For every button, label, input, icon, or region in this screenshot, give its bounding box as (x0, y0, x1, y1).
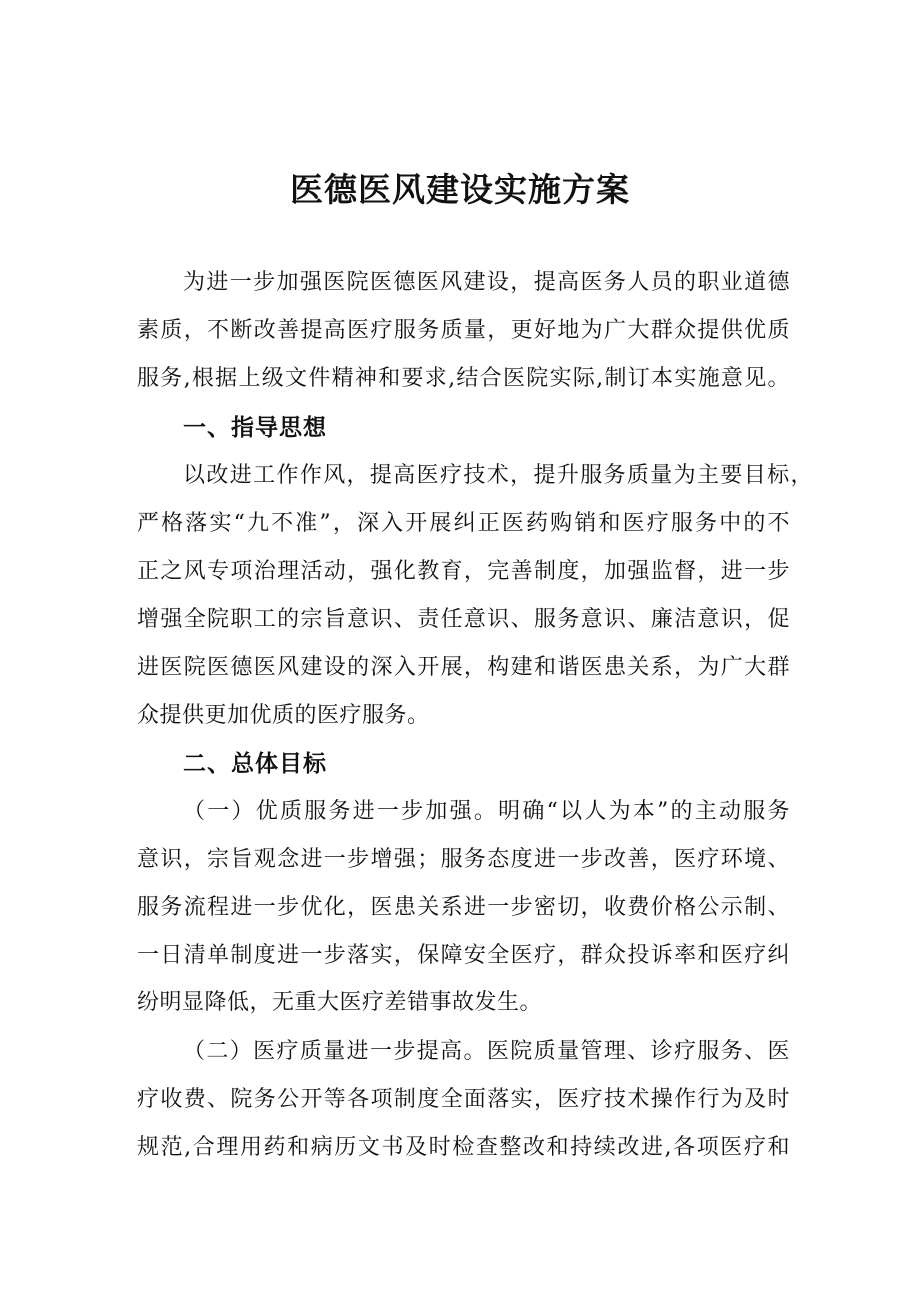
paragraph-line: 素质，不断改善提高医疗服务质量，更好地为广大群众提供优质 (137, 318, 790, 343)
paragraph-line: 为进一步加强医院医德医风建设，提高医务人员的职业道德 (183, 270, 790, 295)
paragraph-line: （一）优质服务进一步加强。明确“以人为本”的主动服务 (183, 799, 790, 824)
paragraph-line: 纷明显降低，无重大医疗差错事故发生。 (137, 990, 543, 1015)
paragraph-line: 严格落实“九不准”，深入开展纠正医药购销和医疗服务中的不 (137, 511, 790, 536)
paragraph-line: 疗收费、院务公开等各项制度全面落实，医疗技术操作行为及时 (137, 1087, 790, 1112)
paragraph-line: 一日清单制度进一步落实，保障安全医疗，群众投诉率和医疗纠 (137, 943, 790, 968)
section-heading-overall-goals: 二、总体目标 (183, 751, 327, 777)
paragraph-line: 增强全院职工的宗旨意识、责任意识、服务意识、廉洁意识，促 (137, 607, 790, 632)
paragraph-line: 意识，宗旨观念进一步增强；服务态度进一步改善，医疗环境、 (137, 847, 790, 872)
paragraph-line: 服务流程进一步优化，医患关系进一步密切，收费价格公示制、 (137, 895, 790, 920)
paragraph-line: （二）医疗质量进一步提高。医院质量管理、诊疗服务、医 (183, 1039, 790, 1064)
paragraph-line: 进医院医德医风建设的深入开展，构建和谐医患关系，为广大群 (137, 655, 790, 680)
paragraph-line: 服务,根据上级文件精神和要求,结合医院实际,制订本实施意见。 (137, 366, 790, 391)
paragraph-line: 以改进工作作风，提高医疗技术，提升服务质量为主要目标， (183, 463, 813, 488)
paragraph-line: 众提供更加优质的医疗服务。 (137, 703, 430, 728)
paragraph-line: 规范,合理用药和病历文书及时检查整改和持续改进,各项医疗和 (137, 1135, 790, 1160)
paragraph-line: 正之风专项治理活动，强化教育，完善制度，加强监督，进一步 (137, 559, 790, 584)
document-title: 医德医风建设实施方案 (290, 170, 630, 209)
section-heading-guiding-ideology: 一、指导思想 (183, 415, 327, 441)
